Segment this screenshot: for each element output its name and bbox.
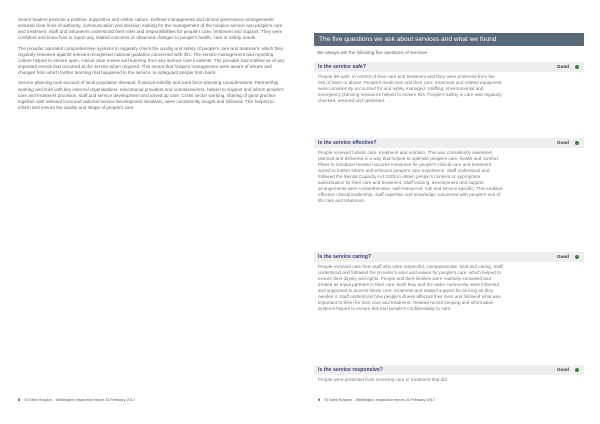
rating-badge: [552, 252, 584, 262]
question-effective: [314, 138, 584, 204]
question-text: People were protected from receiving care or treatment that did: [318, 377, 447, 382]
left-footer: [18, 398, 135, 402]
rating-label: Good: [557, 140, 569, 146]
question-responsive: [314, 365, 584, 382]
question-title: Is the service safe?: [318, 63, 366, 70]
footer-text: St Giles Hospice - Whittington Inspection report 24 February 2017: [324, 398, 435, 402]
question-safe: [314, 62, 584, 104]
section-banner: The five questions we ask about services and what we found: [314, 33, 584, 46]
question-text: People received holistic care, treatment and nutrition. This was consistently assessed, planned and delivered in a way that helped to optimise people's care, health and comfort. Plans to introduce revised outcome measures for people's clinical care and treatment aimed to further inform and enhance people's care experience. Staff understood and followed the Mental Capacity Act 2005 to obtain people's consent or appropriate authorisation for their care and treatment. Staff training, development and support arrangements were comprehensive, well resourced, role and service specific. This enabled effective clinical leadership, staff expertise and knowledge concerned with people's end of life care and treatment.: [318, 150, 503, 204]
page-number: 9: [318, 398, 321, 402]
footer-text: St Giles Hospice - Whittington Inspection report 24 February 2017: [24, 398, 135, 402]
question-header: [314, 62, 584, 72]
question-header: [314, 138, 584, 148]
intro-text: We always ask the following five questions of services.: [317, 50, 429, 55]
left-body-text: [18, 17, 286, 115]
good-rating-dot-icon: [575, 141, 579, 145]
question-title: Is the service responsive?: [318, 366, 383, 373]
rating-label: Good: [557, 64, 569, 70]
right-footer: [318, 398, 435, 402]
question-header: [314, 252, 584, 262]
rating-label: Good: [557, 367, 569, 373]
question-text: People received care from staff who were respectful, compassionate, kind and caring. Staff understood and followed the provider's aims and values for people's care, which helped to ensure their dignity and rights. People and their families were routinely consulted and treated as equal partners in their care. Both they and the wider community were informed and supported to access timely care, treatment and related support for as long as they needed it. Staff understood how people's illness affected their lives and followed what was important to them for their care and treatment. Related record keeping and information systems helped to ensure this and people's confidentiality in care.: [318, 264, 503, 312]
rating-badge: [552, 365, 584, 375]
rating-label: Good: [557, 254, 569, 260]
good-rating-dot-icon: [575, 65, 579, 69]
question-caring: [314, 252, 584, 312]
question-header: [314, 365, 584, 375]
paragraph: Senior leaders promote a positive, supportive and visible culture. Defined management and clinical governance arrangements ensured clear lines of authority, communication and decision making for the management of the hospice service and people's care and treatment. Staff and volunteers understood their roles and responsibilities for people's care, treatment and support. They were confident and knew how to report any related concerns or observed changes to people's health, care or safety needs.: [18, 17, 283, 41]
paragraph: The provider operated comprehensive systems to regularly check the quality and safety of people's care and treatment, which they regularly reviewed against relevant recognised national guidance concerned with this. The service management and reporting culture helped to ensure open, critical case review and learning from any serious care incidents. The provider had notified us of any important events that occurred at the service when required. This meant that hospice management were aware of issues and changes from which further learning that happened in the service, to safeguard people from harm.: [18, 45, 285, 76]
page-number: 8: [18, 398, 21, 402]
rating-badge: [552, 62, 584, 72]
question-title: Is the service caring?: [318, 253, 372, 260]
question-text: People felt safe, in control of their care and treatment and they were protected from the risk of harm or abuse. People's medicines and their care, treatment and related equipment were consistently accounted for and safely managed. Staffing, environmental and emergency planning measures helped to ensure this. People's safety in care was regularly checked, assured and optimised.: [318, 74, 502, 104]
paragraph: Service planning took account of local population demand, financial viability and work force planning considerations. Partnership working and links with key external organisations, educational providers and commissioners, helped to support and inform people's care and treatment provision, staff and service development and joined up care. Cross sector working, sharing of good practice together with relevant local and national service development initiatives, were consistently sought and followed. This helped to inform and ensure the quality and shape of people's care.: [18, 80, 284, 110]
good-rating-dot-icon: [575, 255, 579, 259]
rating-badge: [552, 138, 584, 148]
question-title: Is the service effective?: [318, 139, 377, 146]
good-rating-dot-icon: [575, 368, 579, 372]
right-page: [300, 0, 600, 424]
